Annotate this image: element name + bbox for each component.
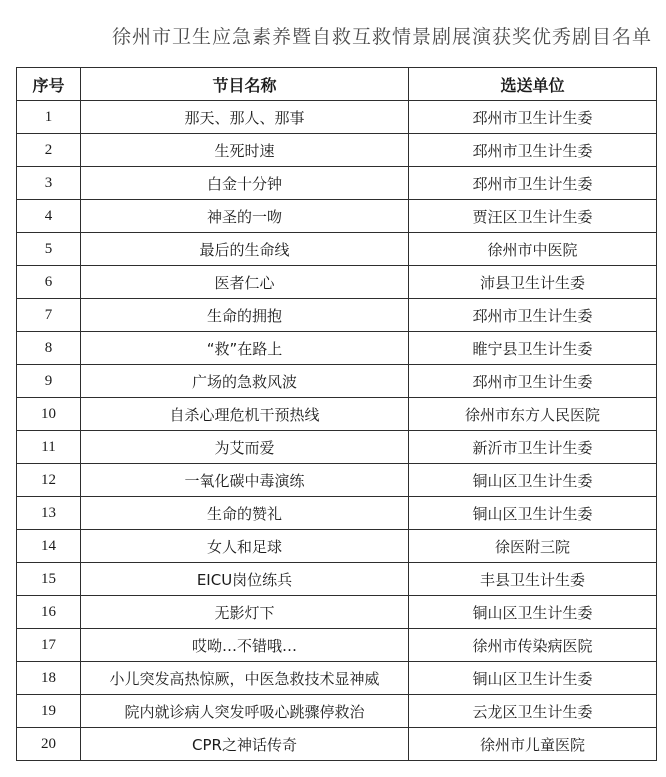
cell-serial-number: 7 xyxy=(17,299,81,332)
table-row xyxy=(17,563,657,596)
cell-submitting-unit: 邳州市卫生计生委 xyxy=(409,134,657,167)
cell-submitting-unit: 新沂市卫生计生委 xyxy=(409,431,657,464)
table-row xyxy=(17,200,657,233)
cell-submitting-unit: 徐州市东方人民医院 xyxy=(409,398,657,431)
table-row xyxy=(17,167,657,200)
cell-submitting-unit: 铜山区卫生计生委 xyxy=(409,464,657,497)
table-row xyxy=(17,695,657,728)
table-row xyxy=(17,629,657,662)
cell-program-name: 白金十分钟 xyxy=(81,167,409,200)
cell-program-name: 自杀心理危机干预热线 xyxy=(81,398,409,431)
cell-serial-number: 15 xyxy=(17,563,81,596)
table-row xyxy=(17,365,657,398)
table-row xyxy=(17,728,657,761)
cell-program-name: 广场的急救风波 xyxy=(81,365,409,398)
cell-submitting-unit: 铜山区卫生计生委 xyxy=(409,662,657,695)
header-submitting-unit: 选送单位 xyxy=(409,68,657,101)
table-body xyxy=(17,101,657,761)
table-row xyxy=(17,464,657,497)
table-header-row xyxy=(17,68,657,101)
cell-serial-number: 8 xyxy=(17,332,81,365)
cell-program-name: 最后的生命线 xyxy=(81,233,409,266)
table-row xyxy=(17,497,657,530)
cell-serial-number: 19 xyxy=(17,695,81,728)
table-row xyxy=(17,530,657,563)
cell-program-name: 院内就诊病人突发呼吸心跳骤停救治 xyxy=(81,695,409,728)
cell-submitting-unit: 邳州市卫生计生委 xyxy=(409,299,657,332)
cell-submitting-unit: 邳州市卫生计生委 xyxy=(409,101,657,134)
cell-serial-number: 3 xyxy=(17,167,81,200)
cell-program-name: 神圣的一吻 xyxy=(81,200,409,233)
table-row xyxy=(17,662,657,695)
table-row xyxy=(17,266,657,299)
award-list-table xyxy=(16,67,657,761)
cell-submitting-unit: 邳州市卫生计生委 xyxy=(409,167,657,200)
cell-program-name: 那天、那人、那事 xyxy=(81,101,409,134)
table-row xyxy=(17,101,657,134)
cell-serial-number: 6 xyxy=(17,266,81,299)
cell-submitting-unit: 徐州市中医院 xyxy=(409,233,657,266)
cell-serial-number: 13 xyxy=(17,497,81,530)
cell-program-name: 女人和足球 xyxy=(81,530,409,563)
cell-program-name: 一氧化碳中毒演练 xyxy=(81,464,409,497)
cell-serial-number: 1 xyxy=(17,101,81,134)
cell-submitting-unit: 睢宁县卫生计生委 xyxy=(409,332,657,365)
cell-submitting-unit: 铜山区卫生计生委 xyxy=(409,596,657,629)
cell-submitting-unit: 徐医附三院 xyxy=(409,530,657,563)
cell-program-name: 生命的拥抱 xyxy=(81,299,409,332)
cell-serial-number: 2 xyxy=(17,134,81,167)
cell-serial-number: 17 xyxy=(17,629,81,662)
cell-submitting-unit: 铜山区卫生计生委 xyxy=(409,497,657,530)
table-row xyxy=(17,233,657,266)
cell-program-name: 为艾而爱 xyxy=(81,431,409,464)
cell-program-name: 医者仁心 xyxy=(81,266,409,299)
cell-submitting-unit: 丰县卫生计生委 xyxy=(409,563,657,596)
table-row xyxy=(17,299,657,332)
cell-submitting-unit: 云龙区卫生计生委 xyxy=(409,695,657,728)
cell-serial-number: 5 xyxy=(17,233,81,266)
table-row xyxy=(17,332,657,365)
table-row xyxy=(17,134,657,167)
cell-serial-number: 4 xyxy=(17,200,81,233)
cell-serial-number: 12 xyxy=(17,464,81,497)
cell-submitting-unit: 沛县卫生计生委 xyxy=(409,266,657,299)
cell-program-name: EICU岗位练兵 xyxy=(81,563,409,596)
cell-submitting-unit: 徐州市儿童医院 xyxy=(409,728,657,761)
header-serial-number: 序号 xyxy=(17,68,81,101)
cell-serial-number: 11 xyxy=(17,431,81,464)
cell-submitting-unit: 贾汪区卫生计生委 xyxy=(409,200,657,233)
cell-submitting-unit: 徐州市传染病医院 xyxy=(409,629,657,662)
header-program-name: 节目名称 xyxy=(81,68,409,101)
cell-serial-number: 18 xyxy=(17,662,81,695)
cell-serial-number: 10 xyxy=(17,398,81,431)
table-row xyxy=(17,596,657,629)
cell-program-name: 无影灯下 xyxy=(81,596,409,629)
document-title: 徐州市卫生应急素养暨自救互救情景剧展演获奖优秀剧目名单 xyxy=(111,26,652,48)
table-row xyxy=(17,398,657,431)
cell-serial-number: 20 xyxy=(17,728,81,761)
cell-program-name: 哎呦…不错哦… xyxy=(81,629,409,662)
cell-submitting-unit: 邳州市卫生计生委 xyxy=(409,365,657,398)
cell-serial-number: 14 xyxy=(17,530,81,563)
table-row xyxy=(17,431,657,464)
cell-program-name: “救”在路上 xyxy=(81,332,409,365)
cell-program-name: 生命的赞礼 xyxy=(81,497,409,530)
cell-serial-number: 16 xyxy=(17,596,81,629)
cell-serial-number: 9 xyxy=(17,365,81,398)
cell-program-name: 小儿突发高热惊厥，中医急救技术显神威 xyxy=(81,662,409,695)
cell-program-name: CPR之神话传奇 xyxy=(81,728,409,761)
cell-program-name: 生死时速 xyxy=(81,134,409,167)
